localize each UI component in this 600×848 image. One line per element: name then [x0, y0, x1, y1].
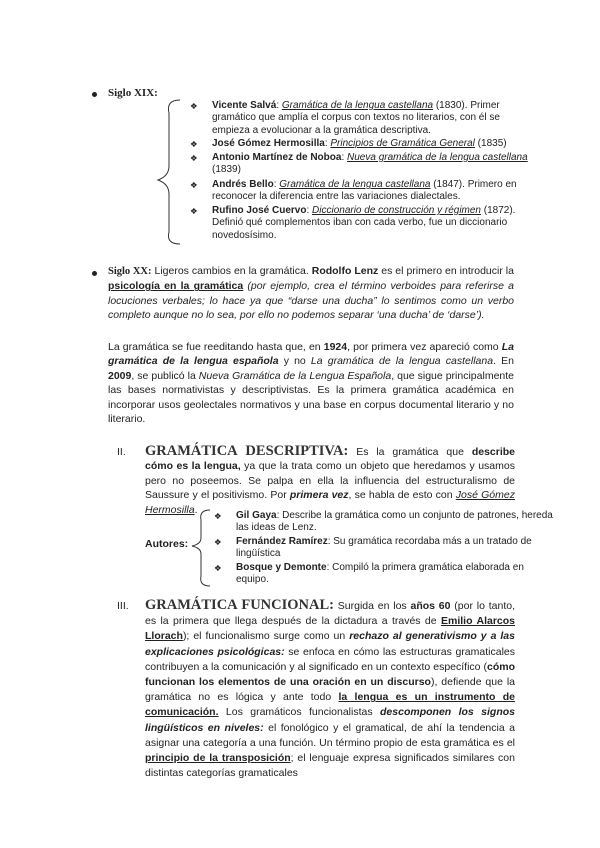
list-item: Antonio Martínez de Noboa: Nueva gramática de la lengua castellana (1839) [212, 152, 528, 176]
diamond-icon: ❖ [190, 101, 198, 111]
diamond-icon: ❖ [190, 139, 198, 149]
diamond-icon: ❖ [214, 563, 222, 573]
section-title: Siglo XIX: [108, 87, 158, 99]
funcional-paragraph: GRAMÁTICA FUNCIONAL: Surgida en los años 60 (por lo tanto, es la primera que llega después de la dictadura a través de Emilio Alarcos Llorach); el funcionalismo surge como un rechazo al generativismo y a las explicaciones psicológicas: se enfoca en cómo las estructuras gramaticales contribuyen a la comunicación y al significado en un contexto específico (cómo funcionan los elementos de una oración en un discurso), defiende que la gramática no es lógica y ante todo la lengua es un instrumento de comunicación. Los gramáticos funcionalistas descomponen los signos lingüísticos en niveles: el fonológico y el gramatical, de ahí la tendencia a asignar una categoría a una función. Un término propio de esta gramática es el principio de la transposición; el lenguaje expresa significados similares con distintas categorías gramaticales [145, 597, 515, 780]
list-item: José Gómez Hermosilla: Principios de Gramática General (1835) [212, 138, 507, 149]
section-number: III. [117, 600, 129, 612]
bracket-icon [156, 98, 186, 248]
diamond-icon: ❖ [190, 180, 198, 190]
diamond-icon: ❖ [214, 511, 222, 521]
bracket-icon [190, 508, 216, 588]
descriptiva-paragraph: GRAMÁTICA DESCRIPTIVA: Es la gramática que describe cómo es la lengua, ya que la trata como un objeto que heredamos y usamos pero no poseemos. Se palpa en ella la influencia del estructuralismo de Saussure y el positivismo. Por primera vez, se habla de esto con José Gómez Hermosilla. [145, 443, 516, 516]
list-item: Fernández Ramírez: Su gramática recordaba más a un tratado de lingüística [236, 536, 532, 560]
paragraph: La gramática se fue reeditando hasta que, en 1924, por primera vez apareció como La gramática de la lengua española y no La gramática de la lengua castellana. En 2009, se publicó la Nueva Gramática de la Lengua Española, que sigue principalmente las bases normativistas y descriptivistas. Es la primera gramática académica en incorporar usos geolectales normativos y una base en corpus documental literario y no literario. [108, 341, 515, 426]
list-item: Gil Gaya: Describe la gramática como un conjunto de patrones, hereda las ideas de Lenz. [236, 510, 553, 534]
bullet [92, 92, 97, 97]
autores-label: Autores: [145, 538, 189, 550]
list-item: Vicente Salvá: Gramática de la lengua castellana (1830). Primer gramático que amplía el corpus con textos no literarios, con él se empieza a evolucionar a la gramática descriptiva. [212, 100, 500, 136]
diamond-icon: ❖ [190, 153, 198, 163]
s20-paragraph: Siglo XX: Ligeros cambios en la gramática. Rodolfo Lenz es el primero en introducir la psicología en la gramática (por ejemplo, crea el término verboides para referirse a locuciones verbales; lo hace ya que “darse una ducha” lo sentimos como un verbo completo aunque no lo sea, por ello no podemos separar ‘una ducha’ de ‘darse’). [108, 265, 515, 322]
diamond-icon: ❖ [214, 537, 222, 547]
list-item: Andrés Bello: Gramática de la lengua castellana (1847). Primero en reconocer la diferencia entre las variaciones dialectales. [212, 179, 517, 203]
section-number: II. [117, 446, 126, 458]
list-item: Bosque y Demonte: Compiló la primera gramática elaborada en equipo. [236, 562, 524, 586]
diamond-icon: ❖ [190, 206, 198, 216]
bullet [92, 271, 97, 276]
list-item: Rufino José Cuervo: Diccionario de construcción y régimen (1872). Definió qué complementos iban con cada verbo, fue un diccionario novedosísimo. [212, 205, 516, 241]
